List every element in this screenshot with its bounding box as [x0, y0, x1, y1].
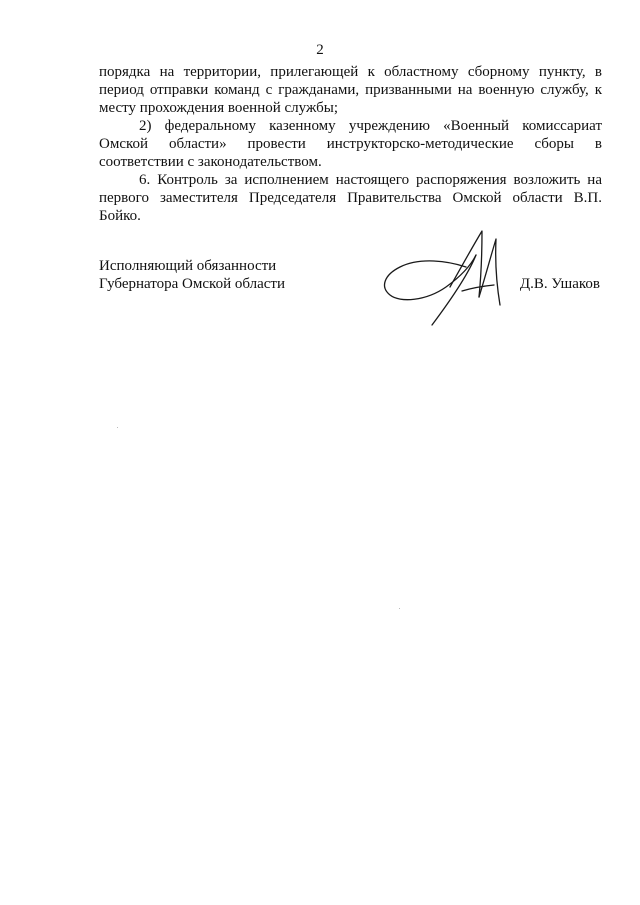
- handwritten-signature: [378, 225, 508, 335]
- signer-name: Д.В. Ушаков: [519, 276, 600, 292]
- scan-speck: [117, 427, 118, 428]
- document-body: [99, 63, 602, 225]
- scan-speck: [399, 608, 400, 609]
- paragraph-item-2: 2) федеральному казенному учреждению «Военный комиссариат Омской области» провести инструкторско-методические сборы в соответствии с законодательством.: [99, 118, 602, 170]
- page-number: 2: [316, 42, 324, 58]
- signer-position-line-2: Губернатора Омской области: [99, 276, 285, 292]
- paragraph-item-6: 6. Контроль за исполнением настоящего распоряжения возложить на первого заместителя Председателя Правительства Омской области В.П. Бойко.: [99, 172, 602, 224]
- paragraph-continuation: порядка на территории, прилегающей к областному сборному пункту, в период отправки команд с гражданами, призванными на военную службу, к месту прохождения военной службы;: [99, 64, 602, 116]
- signer-position: [99, 257, 285, 293]
- signer-position-line-1: Исполняющий обязанности: [99, 258, 277, 274]
